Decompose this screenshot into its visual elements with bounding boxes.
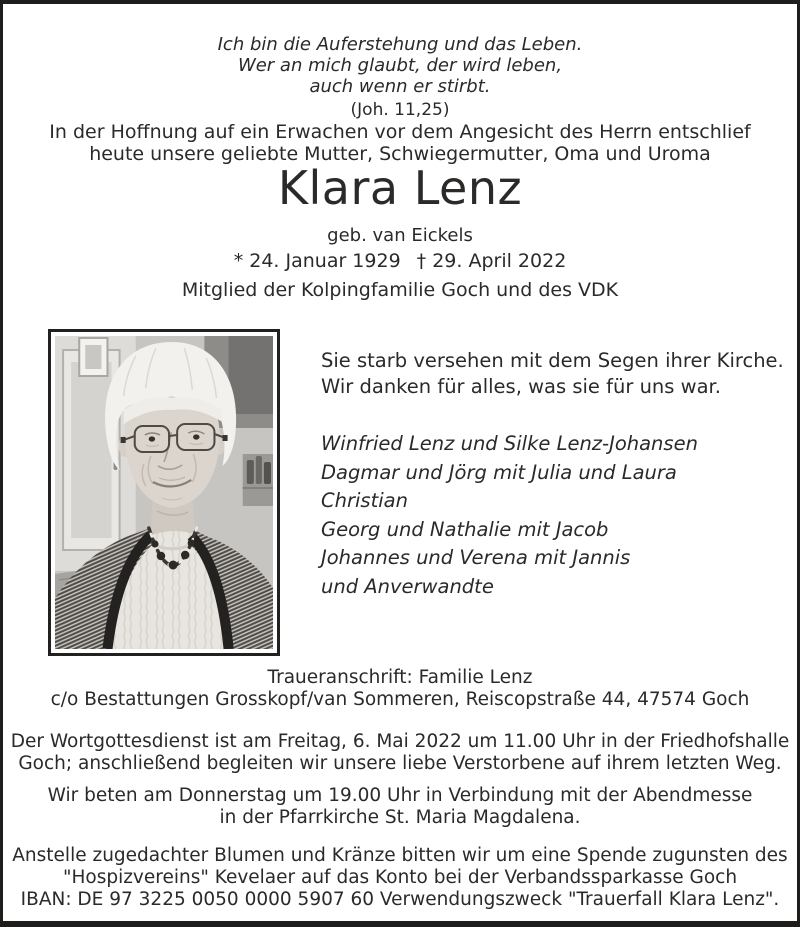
- mourner-line: Dagmar und Jörg mit Julia und Laura: [321, 460, 677, 484]
- service-line: Goch; anschließend begleiten wir unsere liebe Verstorbene auf ihrem letzten Weg.: [18, 753, 782, 774]
- prayer-line: in der Pfarrkirche St. Maria Magdalena.: [219, 807, 581, 828]
- membership-line: Mitglied der Kolpingfamilie Goch und des VDK: [181, 279, 619, 301]
- donation-line: Anstelle zugedachter Blumen und Kränze bitten wir um eine Spende zugunsten des: [12, 845, 788, 866]
- address-line: Traueranschrift: Familie Lenz: [267, 667, 533, 688]
- mourner-line: Winfried Lenz und Silke Lenz-Johansen: [321, 432, 698, 455]
- birth-name: geb. van Eickels: [327, 225, 473, 246]
- prayer-info: [3, 785, 797, 829]
- donation-line: "Hospizvereins" Kevelaer auf das Konto bei der Verbandssparkasse Goch: [62, 867, 738, 888]
- mourner-line: Johannes und Verena mit Jannis: [321, 546, 631, 569]
- tribute-text: [321, 348, 784, 400]
- portrait-photo: [55, 336, 273, 649]
- address-line: c/o Bestattungen Grosskopf/van Sommeren, Reiscopstraße 44, 47574 Goch: [50, 689, 750, 710]
- donation-info: [3, 845, 797, 911]
- intro-line: In der Hoffnung auf ein Erwachen vor dem Angesicht des Herrn entschlief: [49, 121, 751, 143]
- birth-date: * 24. Januar 1929: [233, 250, 401, 272]
- life-dates: [3, 250, 797, 272]
- quote-line: auch wenn er stirbt.: [309, 76, 491, 97]
- mourner-line: Georg und Nathalie mit Jacob: [321, 517, 609, 541]
- tribute-line: Wir danken für alles, was sie für uns war.: [321, 375, 721, 398]
- deceased-name: Klara Lenz: [277, 161, 523, 215]
- quote-line: Wer an mich glaubt, der wird leben,: [237, 55, 563, 76]
- prayer-line: Wir beten am Donnerstag um 19.00 Uhr in Verbindung mit der Abendmesse: [47, 785, 753, 806]
- donation-line: IBAN: DE 97 3225 0050 0000 5907 60 Verwendungszweck "Trauerfall Klara Lenz".: [20, 889, 780, 910]
- quote-line: Ich bin die Auferstehung und das Leben.: [217, 34, 583, 55]
- death-date: † 29. April 2022: [416, 250, 567, 272]
- mourner-line: Christian: [321, 489, 408, 512]
- quote-source: (Joh. 11,25): [350, 100, 450, 120]
- service-line: Der Wortgottesdienst ist am Freitag, 6. Mai 2022 um 11.00 Uhr in der Friedhofshalle: [10, 731, 790, 752]
- funeral-service-info: [3, 731, 797, 775]
- portrait-photo-frame: [48, 329, 280, 656]
- intro-text: [3, 121, 797, 165]
- tribute-line: Sie starb versehen mit dem Segen ihrer Kirche.: [321, 349, 784, 372]
- mourner-line: und Anverwandte: [321, 574, 494, 598]
- bible-quote: [3, 34, 797, 97]
- mourners-list: [321, 430, 698, 601]
- condolence-address: [3, 667, 797, 711]
- intro-line: heute unsere geliebte Mutter, Schwiegermutter, Oma und Uroma: [89, 143, 711, 165]
